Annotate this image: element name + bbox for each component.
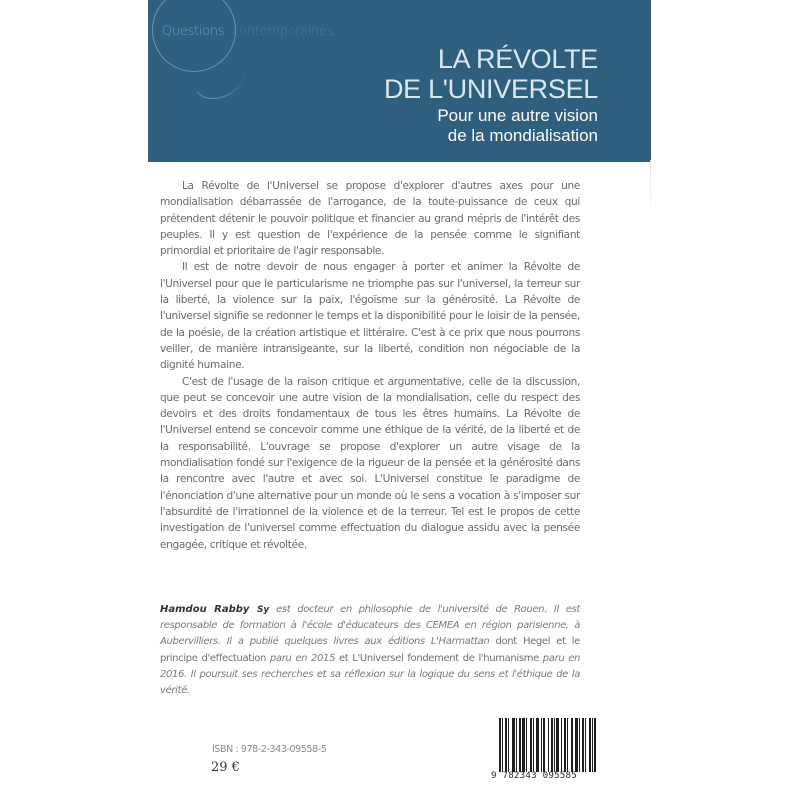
bio-book-title: Hegel et le principe d'effectuation [160,636,580,664]
book-subtitle [384,106,598,146]
author-bio [160,602,580,699]
barcode [491,718,601,782]
series-name-word2: contemporaines [232,24,334,39]
blurb-text [160,178,580,553]
blurb-paragraph: La Révolte de l'Universel se propose d'explorer d'autres axes pour une mondialisation débarrassée de l'arrogance, de la toute-puissance de ceux qui prétendent détenir le pouvoir politique et financier au grand mépris de l'intérêt des peuples. Il y est question de l'expérience de la pensée comme le signifiant primordial et prioritaire de l'agir responsable. [160,180,580,258]
bio-text: est docteur en philosophie de l'université de Rouen. Il est responsable de formation à l'école d'éducateurs des CEMEA en région parisienne, à Aubervilliers. Il a publié quelques livres aux éditions L'Harmattan [160,604,580,648]
bio-text: paru en 2016. Il poursuit ses recherches et sa réflexion sur la logique du sens et l'éthique de la vérité. [160,652,581,697]
isbn: ISBN : 978-2-343-09558-5 [212,744,327,755]
book-title-line-1: LA RÉVOLTE [437,44,598,74]
bio-book-title: L'Universel fondement de l'humanisme [352,652,539,664]
blurb-paragraph: C'est de l'usage de la raison critique et argumentative, celle de la discussion, que peut se concevoir une autre vision de la mondialisation, celle du respect des devoirs et des droits fondamentaux de tous les êtres humains. La Révolte de l'Universel entend se concevoir comme une éthique de la vérité, de la liberté et de la responsabilité. L'ouvrage se propose d'explorer un autre visage de la mondialisation fondé sur l'exigence de la rigueur de la pensée et la générosité dans la rencontre avec l'autre et avec soi. L'Universel constitue le paradigme de l'énonciation d'une alternative pour un monde où le sens a vocation à s'imposer sur l'absurdité de l'irrationnel de la violence et de la terreur. Tel est le propos de cette investigation de l'universel comme effectuation du dialogue assidu avec la pensée engagée, critique et révoltée. [160,375,580,551]
blurb-paragraph: Il est de notre devoir de nous engager à porter et animer la Révolte de l'Universel pour que le particularisme ne triomphe pas sur l'universel, la terreur sur la liberté, la violence sur la paix, l'égoïsme sur la générosité. La Révolte de l'universel signifie se redonner le temps et la disponibilité pour le loisir de la pensée, de la poésie, de la création artistique et littéraire. C'est à ce prix que nous pourrons veiller, de manière intransigeante, sur la liberté, condition non négociable de la dignité humaine. [160,261,580,372]
bio-text: et [338,652,353,664]
barcode-bars [499,718,599,772]
author-first-name: Hamdou Rabby [160,604,257,615]
header-band [148,0,651,162]
author-last-name: Sy [256,605,270,615]
cover-edge-line [650,160,651,220]
book-subtitle-line-2: de la mondialisation [447,126,598,145]
series-logo-q-tail [191,57,246,104]
title-block [384,44,598,146]
book-back-cover [148,0,651,800]
series-name-word1: Questions [162,24,225,39]
book-title-line-2: DE L'UNIVERSEL [383,74,598,104]
barcode-digits: 9 782343 095585 [491,770,577,781]
price: 29 € [211,760,240,775]
bio-text: paru en 2015 [266,652,339,664]
bio-text: dont [495,636,523,648]
series-name [162,24,333,39]
author-name [160,604,269,615]
book-subtitle-line-1: Pour une autre vision [437,106,598,125]
